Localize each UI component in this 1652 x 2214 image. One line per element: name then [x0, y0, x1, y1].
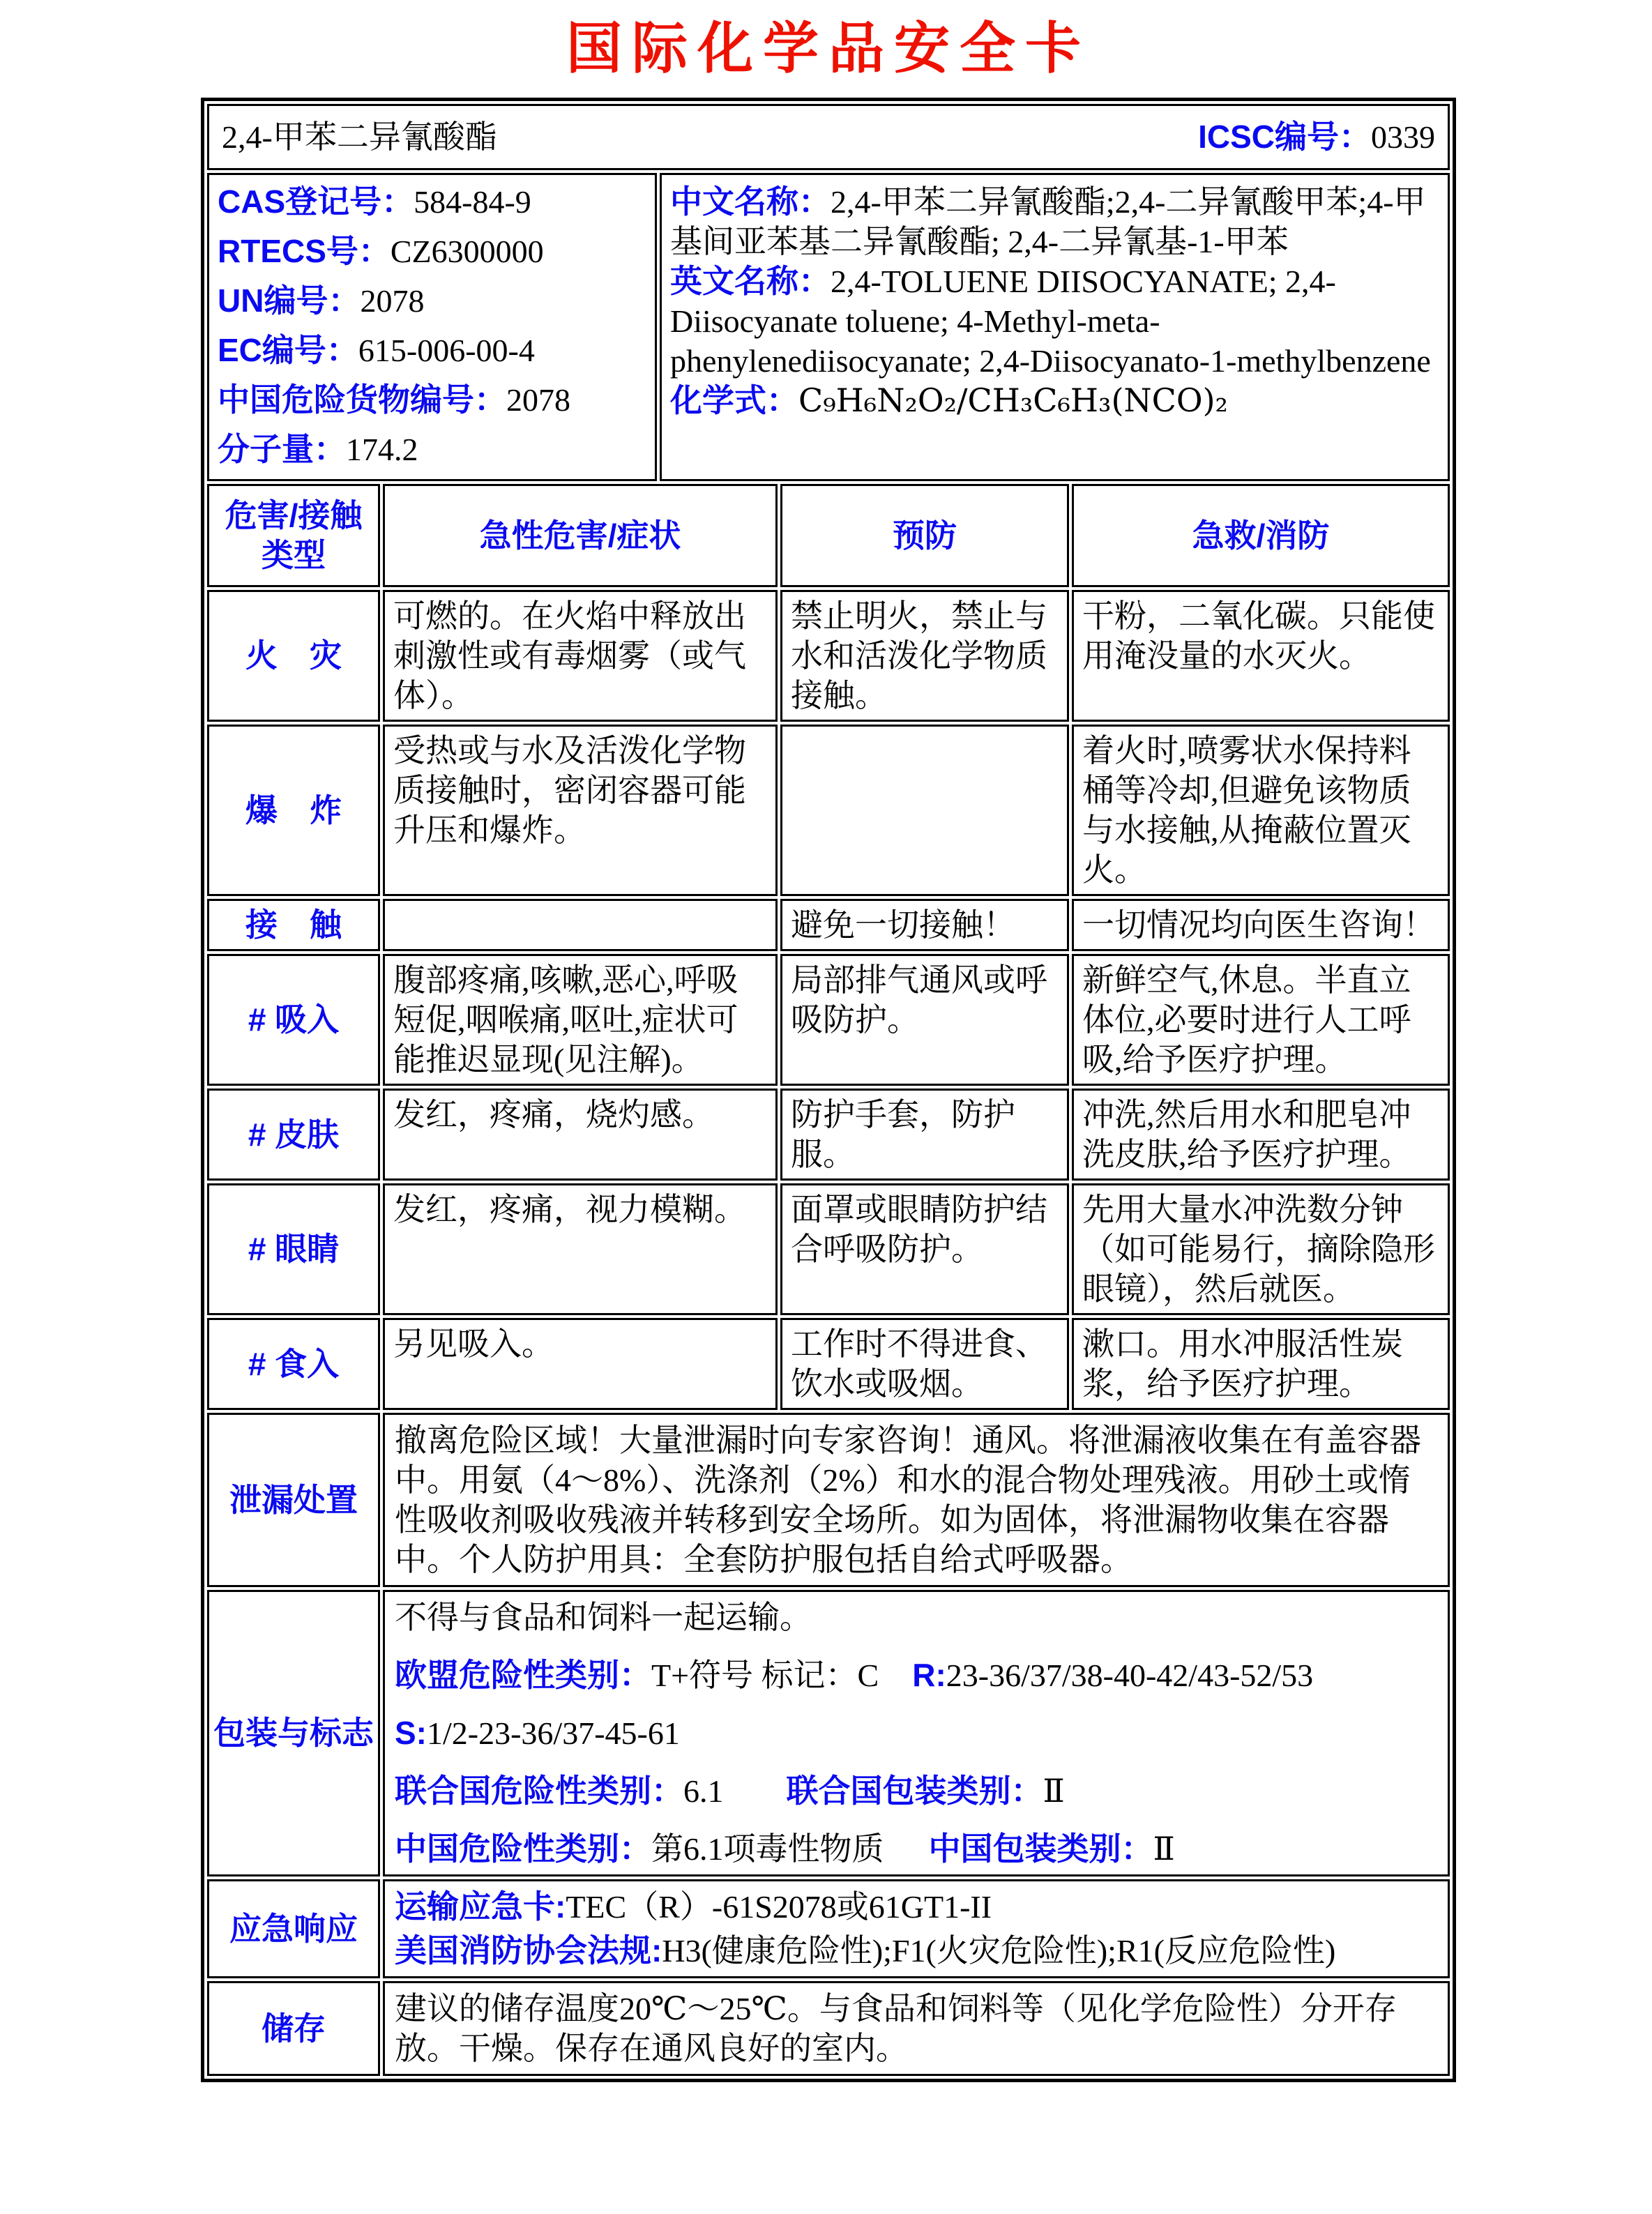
spill-row — [207, 1413, 1450, 1587]
hazard-row-fire — [207, 590, 1450, 722]
emergency-content-cell — [383, 1879, 1450, 1978]
header-hazard-type — [207, 484, 380, 587]
header-hazard-type-line1: 危害/接触 — [225, 497, 363, 533]
mw-label: 分子量： — [218, 431, 346, 467]
explosion-prevention-cell — [780, 725, 1069, 896]
english-name-paragraph — [670, 261, 1439, 381]
names-cell — [660, 173, 1450, 481]
inhalation-symptoms-cell: 腹部疼痛,咳嗽,恶心,呼吸短促,咽喉痛,呕吐,症状可能推迟显现(见注解)。 — [383, 954, 778, 1086]
hazard-row-explosion — [207, 725, 1450, 896]
cn-class-label: 中国危险性类别： — [395, 1830, 651, 1867]
inhalation-type-label: # 吸入 — [207, 954, 380, 1086]
packaging-eu-line — [395, 1655, 1438, 1695]
fire-response-cell: 干粉，二氧化碳。只能使用淹没量的水灭火。 — [1072, 590, 1450, 722]
english-name-value: 2,4-TOLUENE DIISOCYANATE; 2,4-Diisocyanate toluene; 4-Methyl-meta-phenylenediisocyanate; 2,4-Diisocyanato-1-methylbenzene — [670, 264, 1431, 379]
hazard-row-inhalation — [207, 954, 1450, 1086]
cas-value: 584-84-9 — [414, 184, 531, 220]
emergency-tec-line — [395, 1887, 1438, 1927]
tec-value: TEC（R）-61S2078或61GT1-II — [566, 1889, 992, 1925]
un-value: 2078 — [360, 283, 425, 319]
cn-pack-value: Ⅱ — [1153, 1831, 1175, 1867]
header-response: 急救/消防 — [1072, 484, 1450, 587]
eyes-response-cell: 先用大量水冲洗数分钟（如可能易行，摘除隐形眼镜），然后就医。 — [1072, 1183, 1450, 1315]
page-title: 国际化学品安全卡 — [566, 19, 1091, 80]
skin-symptoms-cell: 发红，疼痛，烧灼感。 — [383, 1089, 778, 1181]
header-symptoms: 急性危害/症状 — [383, 484, 778, 587]
explosion-response-cell: 着火时,喷雾状水保持料桶等冷却,但避免该物质与水接触,从掩蔽位置灭火。 — [1072, 725, 1450, 896]
packaging-s-line — [395, 1713, 1438, 1753]
un-pack-label: 联合国包装类别： — [786, 1773, 1043, 1809]
substance-name: 2,4-甲苯二异氰酸酯 — [222, 119, 497, 155]
contact-symptoms-cell — [383, 899, 778, 951]
hazard-row-ingestion — [207, 1318, 1450, 1410]
eu-class-value: T+符号 标记：C — [651, 1658, 879, 1693]
rtecs-number-line — [218, 232, 646, 271]
hazard-row-contact — [207, 899, 1450, 951]
un-pack-value: Ⅱ — [1043, 1773, 1065, 1809]
skin-prevention-cell: 防护手套，防护服。 — [780, 1089, 1069, 1181]
fire-symptoms-cell: 可燃的。在火焰中释放出刺激性或有毒烟雾（或气体）。 — [383, 590, 778, 722]
fire-prevention-cell: 禁止明火，禁止与水和活泼化学物质接触。 — [780, 590, 1069, 722]
nfpa-label: 美国消防协会法规: — [395, 1932, 662, 1969]
cn-dg-label: 中国危险货物编号： — [218, 381, 506, 418]
hazard-row-eyes — [207, 1183, 1450, 1315]
r-phrases-label: R: — [912, 1657, 946, 1693]
safety-card-table — [201, 98, 1456, 2082]
contact-type-label: 接 触 — [207, 899, 380, 951]
skin-type-label: # 皮肤 — [207, 1089, 380, 1181]
icsc-label: ICSC编号： — [1198, 119, 1371, 155]
hazard-header-row — [207, 484, 1450, 587]
explosion-type-label: 爆 炸 — [207, 725, 380, 896]
rtecs-value: CZ6300000 — [390, 234, 544, 269]
cn-dg-value: 2078 — [506, 382, 570, 418]
identifiers-cell — [207, 173, 657, 481]
eyes-symptoms-cell: 发红，疼痛，视力模糊。 — [383, 1183, 778, 1315]
hazard-row-skin — [207, 1089, 1450, 1181]
spill-label: 泄漏处置 — [207, 1413, 380, 1587]
un-label: UN编号： — [218, 282, 361, 319]
un-class-label: 联合国危险性类别： — [395, 1773, 683, 1809]
skin-response-cell: 冲洗,然后用水和肥皂冲洗皮肤,给予医疗护理。 — [1072, 1089, 1450, 1181]
cn-dangerous-goods-line — [218, 380, 646, 420]
ec-label: EC编号： — [218, 332, 358, 368]
eyes-type-label: # 眼睛 — [207, 1183, 380, 1315]
storage-label: 储存 — [207, 1981, 380, 2076]
rtecs-label: RTECS号： — [218, 233, 391, 269]
r-phrases-value: 23-36/37/38-40-42/43-52/53 — [946, 1658, 1314, 1693]
icsc-number: 0339 — [1371, 119, 1435, 155]
substance-strip-cell — [207, 104, 1450, 170]
formula-paragraph — [670, 381, 1439, 420]
packaging-label: 包装与标志 — [207, 1590, 380, 1876]
emergency-nfpa-line — [395, 1931, 1438, 1971]
packaging-row — [207, 1590, 1450, 1876]
fire-type-label: 火 灾 — [207, 590, 380, 722]
molecular-weight-line — [218, 430, 646, 469]
emergency-row — [207, 1879, 1450, 1978]
storage-row — [207, 1981, 1450, 2076]
eyes-prevention-cell: 面罩或眼睛防护结合呼吸防护。 — [780, 1183, 1069, 1315]
packaging-transport-note: 不得与食品和饲料一起运输。 — [395, 1600, 812, 1635]
tec-label: 运输应急卡: — [395, 1888, 566, 1925]
un-number-line — [218, 281, 646, 321]
packaging-content-cell — [383, 1590, 1450, 1876]
inhalation-response-cell: 新鲜空气,休息。半直立体位,必要时进行人工呼吸,给予医疗护理。 — [1072, 954, 1450, 1086]
header-hazard-type-line2: 类型 — [262, 537, 326, 573]
chinese-name-paragraph — [670, 182, 1439, 261]
s-phrases-value: 1/2-23-36/37-45-61 — [427, 1715, 680, 1751]
storage-text-cell: 建议的储存温度20℃～25℃。与食品和饲料等（见化学危险性）分开存放。干燥。保存在通风良好的室内。 — [383, 1981, 1450, 2076]
packaging-un-line — [395, 1771, 1438, 1811]
identification-row — [207, 173, 1450, 481]
eu-class-label: 欧盟危险性类别： — [395, 1657, 651, 1693]
emergency-label: 应急响应 — [207, 1879, 380, 1978]
contact-prevention-cell: 避免一切接触！ — [780, 899, 1069, 951]
ingestion-symptoms-cell: 另见吸入。 — [383, 1318, 778, 1410]
ingestion-prevention-cell: 工作时不得进食、饮水或吸烟。 — [780, 1318, 1069, 1410]
chinese-name-value: 2,4-甲苯二异氰酸酯;2,4-二异氰酸甲苯;4-甲基间亚苯基二异氰酸酯; 2,4-二异氰基-1-甲苯 — [670, 184, 1426, 259]
formula-label: 化学式： — [670, 382, 798, 418]
inhalation-prevention-cell: 局部排气通风或呼吸防护。 — [780, 954, 1069, 1086]
nfpa-value: H3(健康危险性);F1(火灾危险性);R1(反应危险性) — [662, 1933, 1336, 1969]
explosion-symptoms-cell: 受热或与水及活泼化学物质接触时，密闭容器可能升压和爆炸。 — [383, 725, 778, 896]
cn-class-value: 第6.1项毒性物质 — [651, 1831, 884, 1867]
header-prevention: 预防 — [780, 484, 1069, 587]
ec-number-line — [218, 331, 646, 370]
contact-response-cell: 一切情况均向医生咨询！ — [1072, 899, 1450, 951]
ingestion-type-label: # 食入 — [207, 1318, 380, 1410]
cas-label: CAS登记号： — [218, 183, 414, 220]
s-phrases-label: S: — [395, 1715, 427, 1751]
card-header-row — [207, 104, 1450, 170]
un-class-value: 6.1 — [683, 1773, 724, 1809]
cn-pack-label: 中国包装类别： — [928, 1830, 1153, 1867]
ec-value: 615-006-00-4 — [358, 333, 535, 368]
mw-value: 174.2 — [346, 432, 418, 467]
english-name-label: 英文名称： — [670, 263, 831, 299]
icsc-number-group — [1198, 117, 1435, 157]
formula-value: C₉H₆N₂O₂/CH₃C₆H₃(NCO)₂ — [798, 381, 1228, 419]
chinese-name-label: 中文名称： — [670, 183, 831, 220]
ingestion-response-cell: 漱口。用水冲服活性炭浆，给予医疗护理。 — [1072, 1318, 1450, 1410]
cas-number-line — [218, 182, 646, 222]
packaging-cn-line — [395, 1829, 1438, 1869]
spill-text-cell: 撤离危险区域！大量泄漏时向专家咨询！通风。将泄漏液收集在有盖容器中。用氨（4～8%）、洗涤剂（2%）和水的混合物处理残液。用砂土或惰性吸收剂吸收残液并转移到安全场所。如为固体，将泄漏物收集在容器中。个人防护用具：全套防护服包括自给式呼吸器。 — [383, 1413, 1450, 1587]
